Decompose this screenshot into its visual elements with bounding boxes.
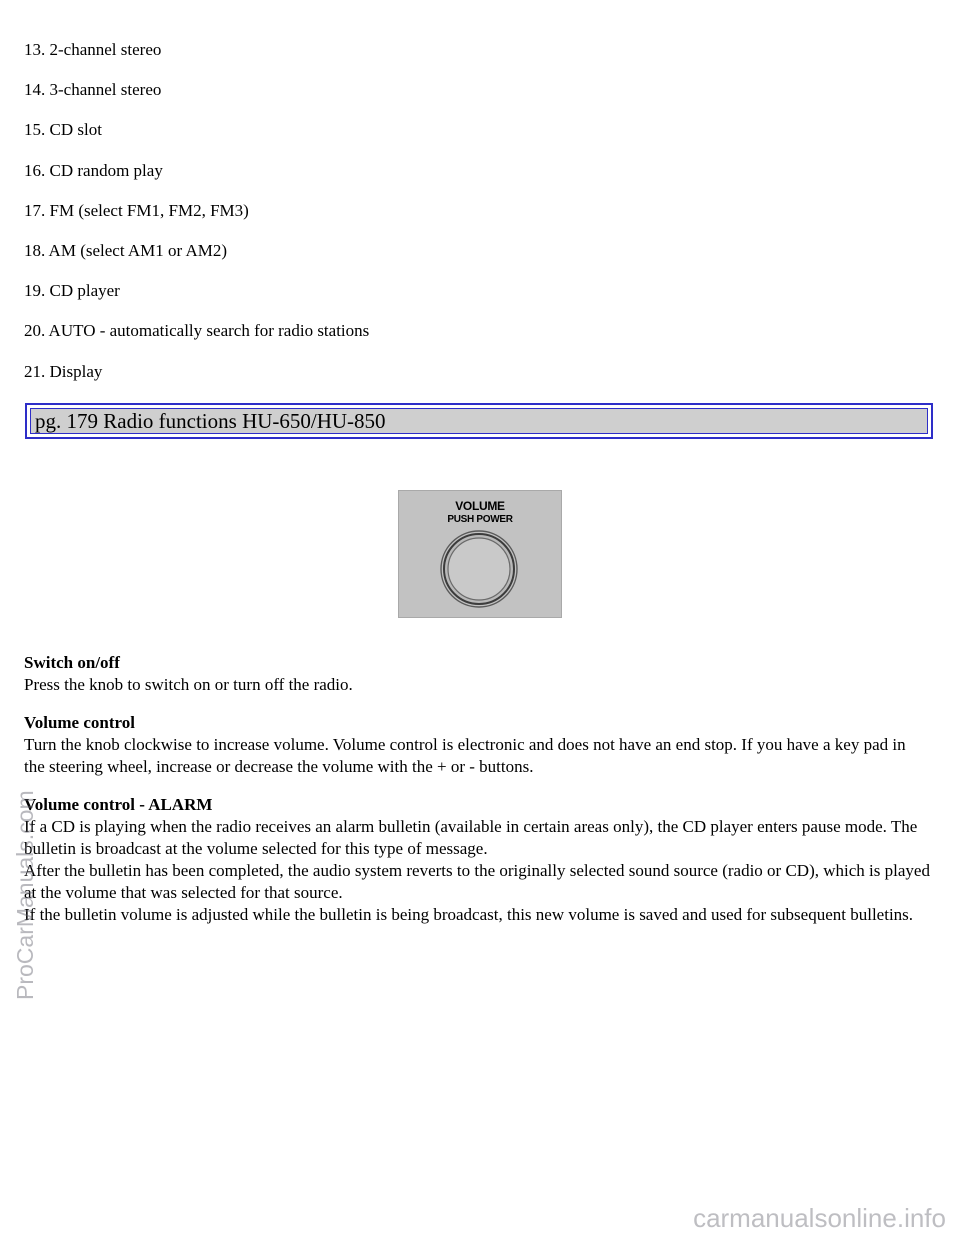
paragraph-line: Press the knob to switch on or turn off the radio. (24, 675, 353, 694)
heading-volume-alarm: Volume control - ALARM (24, 795, 213, 814)
list-item: 18. AM (select AM1 or AM2) (24, 240, 228, 260)
figure-label-volume: VOLUME (455, 499, 505, 513)
paragraph-line: Turn the knob clockwise to increase volume. Volume control is electronic and does not have an end stop. If you have a key pad in the steering wheel, increase or decrease the volume with the + or - buttons. (24, 735, 906, 776)
section-header-bar (25, 403, 933, 439)
list-item: 17. FM (select FM1, FM2, FM3) (24, 200, 249, 220)
bottom-watermark: carmanualsonline.info (693, 1203, 946, 1233)
figure-label-push-power: PUSH POWER (447, 514, 513, 525)
list-item: 13. 2-channel stereo (24, 40, 162, 59)
numbered-list (24, 38, 369, 400)
list-item: 16. CD random play (24, 160, 163, 180)
side-watermark: ProCarManuals.com (12, 790, 38, 1000)
heading-switch-on-off: Switch on/off (24, 653, 120, 672)
list-item: 20. AUTO - automatically search for radio stations (24, 321, 370, 341)
paragraph-line: If the bulletin volume is adjusted while the bulletin is being broadcast, this new volume is saved and used for subsequent bulletins. (24, 905, 914, 924)
section-title: pg. 179 Radio functions HU-650/HU-850 (35, 408, 386, 433)
heading-volume-control: Volume control (24, 713, 135, 732)
paragraph-line: If a CD is playing when the radio receives an alarm bulletin (available in certain areas only), the CD player enters pause mode. The bulletin is broadcast at the volume selected for this type of message. (24, 817, 918, 858)
list-item: 15. CD slot (24, 120, 102, 140)
list-item: 19. CD player (24, 281, 120, 301)
volume-knob-icon (399, 491, 561, 617)
section-header-inner (30, 408, 928, 434)
volume-knob-figure (398, 490, 562, 618)
list-item: 14. 3-channel stereo (24, 80, 162, 100)
section-volume-alarm (24, 794, 930, 926)
section-switch (24, 652, 930, 696)
paragraph-line: After the bulletin has been completed, the audio system reverts to the originally selected sound source (radio or CD), which is played at the volume that was selected for that source. (24, 861, 930, 902)
body-text (24, 652, 930, 942)
section-volume-control (24, 712, 930, 778)
list-item: 21. Display (24, 361, 103, 381)
